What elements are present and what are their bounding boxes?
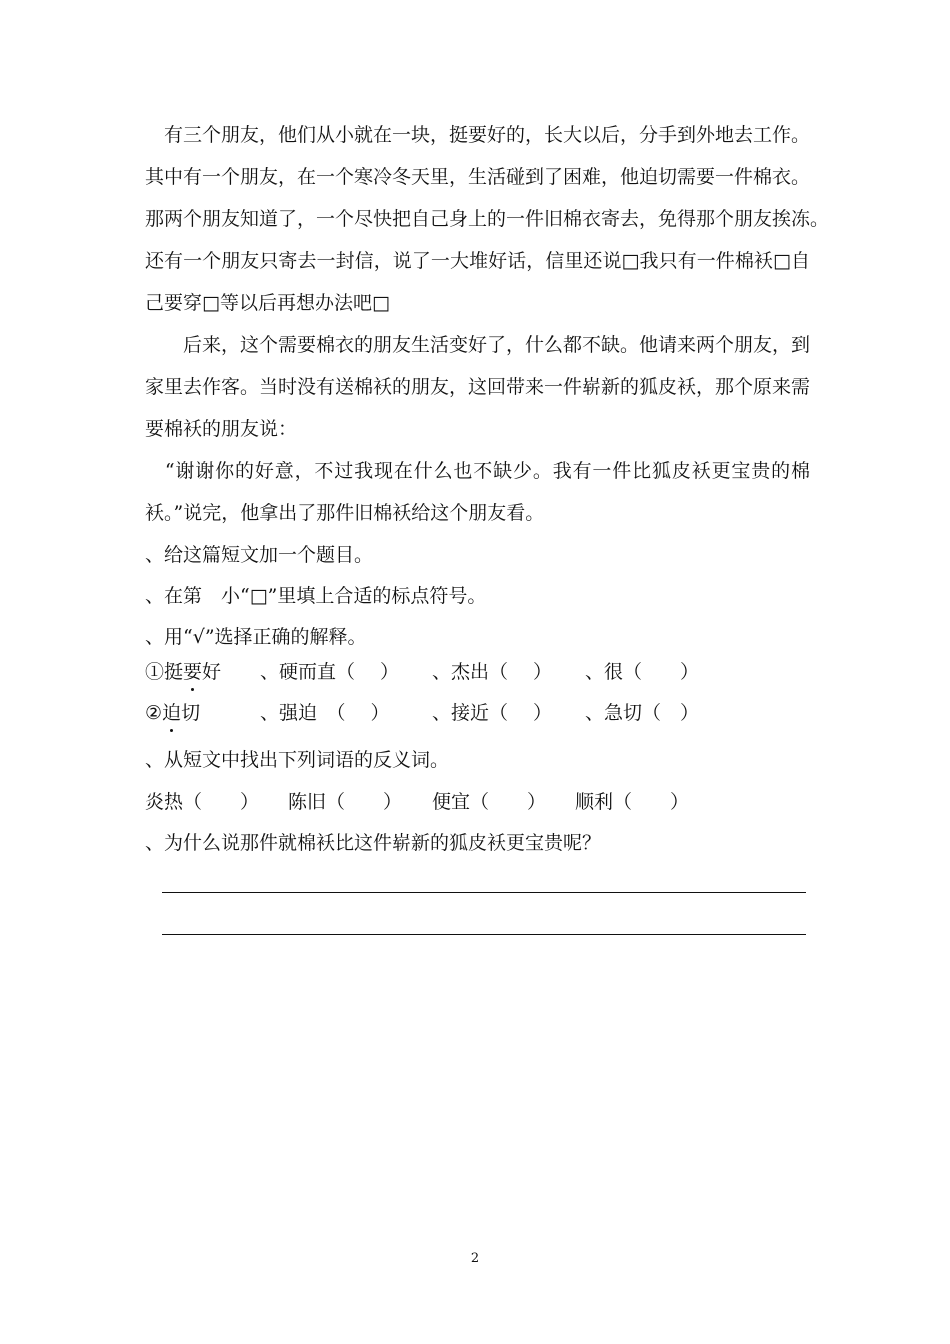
option-c: 、很（ ）	[585, 661, 700, 683]
question-5: 、为什么说那件就棉袄比这件崭新的狐皮袄更宝贵呢？	[145, 832, 602, 854]
question-1: 、给这篇短文加一个题目。	[145, 544, 374, 566]
passage-line: 有三个朋友，他们从小就在一块，挺要好的，长大以后，分手到外地去工作。	[145, 124, 811, 146]
option-a: 、强迫 （ ）	[260, 702, 390, 724]
option-b: 、杰出（ ）	[432, 661, 553, 683]
antonym-item: 顺利（ ）	[575, 791, 690, 813]
passage-line: 袄。”说完，他拿出了那件旧棉袄给这个朋友看。	[145, 502, 545, 524]
passage-line: 己要穿□等以后再想办法吧□	[145, 292, 390, 314]
option-a: 、硬而直（ ）	[260, 661, 400, 683]
passage-line: 还有一个朋友只寄去一封信，说了一大堆好话，信里还说□我只有一件棉袄□自	[145, 250, 810, 272]
antonym-item: 便宜（ ）	[432, 791, 547, 813]
passage-line: 其中有一个朋友，在一个寒冷冬天里，生活碰到了困难，他迫切需要一件棉衣。	[145, 166, 811, 188]
passage-line: “谢谢你的好意，不过我现在什么也不缺少。我有一件比狐皮袄更宝贵的棉	[145, 460, 810, 482]
antonym-item: 陈旧（ ）	[288, 791, 403, 813]
term-label: ①挺要好	[145, 661, 222, 683]
option-b: 、接近（ ）	[432, 702, 553, 724]
page-number: 2	[470, 1251, 480, 1266]
emphasis-dot-char: 要	[183, 661, 203, 683]
answer-line[interactable]	[162, 934, 806, 935]
passage-line: 后来，这个需要棉衣的朋友生活变好了，什么都不缺。他请来两个朋友，到	[145, 334, 811, 356]
passage-line: 家里去作客。当时没有送棉袄的朋友，这回带来一件崭新的狐皮袄，那个原来需	[145, 376, 811, 398]
antonym-item: 炎热（ ）	[145, 791, 260, 813]
passage-line: 要棉袄的朋友说：	[145, 418, 298, 440]
question-2: 、在第 小“□”里填上合适的标点符号。	[145, 585, 487, 607]
question-3: 、用“√”选择正确的解释。	[145, 626, 367, 648]
emphasis-dot-char: 迫	[162, 702, 182, 724]
option-c: 、急切（ ）	[585, 702, 700, 724]
passage-line: 那两个朋友知道了，一个尽快把自己身上的一件旧棉衣寄去，免得那个朋友挨冻。	[145, 208, 830, 230]
question-4: 、从短文中找出下列词语的反义词。	[145, 749, 450, 771]
answer-line[interactable]	[162, 892, 806, 893]
term-label: ②迫切	[145, 702, 201, 724]
